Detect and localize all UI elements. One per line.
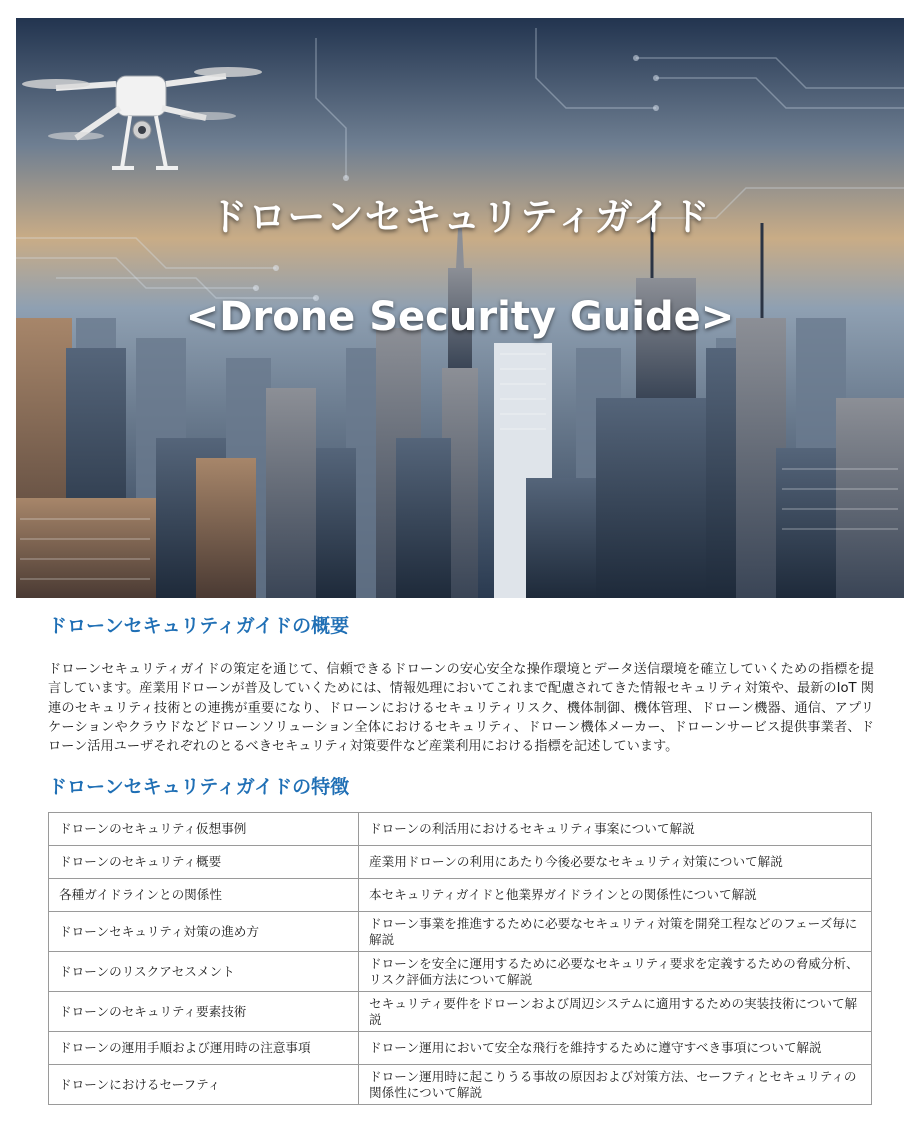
table-row: [49, 813, 872, 846]
table-row: [49, 992, 872, 1032]
table-row: [49, 952, 872, 992]
feature-description: 産業用ドローンの利用にあたり今後必要なセキュリティ対策について解説: [359, 846, 872, 879]
table-row: [49, 879, 872, 912]
table-row: [49, 1032, 872, 1065]
hero-subtitle: <Drone Security Guide>: [185, 294, 735, 340]
features-heading: ドローンセキュリティガイドの特徴: [48, 776, 350, 798]
feature-item: ドローンのリスクアセスメント: [49, 952, 359, 992]
feature-description: セキュリティ要件をドローンおよび周辺システムに適用するための実装技術について解説: [359, 992, 872, 1032]
feature-item: ドローンのセキュリティ仮想事例: [49, 813, 359, 846]
table-row: [49, 846, 872, 879]
feature-item: ドローンのセキュリティ要素技術: [49, 992, 359, 1032]
feature-description: ドローンの利活用におけるセキュリティ事案について解説: [359, 813, 872, 846]
table-row: [49, 912, 872, 952]
feature-description: ドローン事業を推進するために必要なセキュリティ対策を開発工程などのフェーズ毎に解説: [359, 912, 872, 952]
table-row: [49, 1065, 872, 1105]
feature-description: ドローン運用時に起こりうる事故の原因および対策方法、セーフティとセキュリティの関係性について解説: [359, 1065, 872, 1105]
feature-description: ドローンを安全に運用するために必要なセキュリティ要求を定義するための脅威分析、リスク評価方法について解説: [359, 952, 872, 992]
feature-description: ドローン運用において安全な飛行を維持するために遵守すべき事項について解説: [359, 1032, 872, 1065]
feature-item: ドローンの運用手順および運用時の注意事項: [49, 1032, 359, 1065]
overview-paragraph: ドローンセキュリティガイドの策定を通じて、信頼できるドローンの安心安全な操作環境とデータ送信環境を確立していくための指標を提言しています。産業用ドローンが普及していくためには、情報処理においてこれまで配慮されてきた情報セキュリティ対策や、最新のIoT 関連のセキュリティ技術との連携が重要になり、ドローンにおけるセキュリティリスク、機体制御、機体管理、ドローン機器、通信、アプリケーションやクラウドなどドローンソリューション全体におけるセキュリティ、ドローン機体メーカー、ドローンサービス提供事業者、ドローン活用ユーザそれぞれのとるべきセキュリティ対策要件など産業利用における指標を記述しています。: [48, 662, 874, 755]
feature-item: ドローンセキュリティ対策の進め方: [49, 912, 359, 952]
features-table: [48, 812, 872, 1105]
hero-banner: [16, 18, 904, 598]
feature-item: ドローンのセキュリティ概要: [49, 846, 359, 879]
feature-item: ドローンにおけるセーフティ: [49, 1065, 359, 1105]
overview-heading: ドローンセキュリティガイドの概要: [48, 615, 350, 637]
feature-item: 各種ガイドラインとの関係性: [49, 879, 359, 912]
feature-description: 本セキュリティガイドと他業界ガイドラインとの関係性について解説: [359, 879, 872, 912]
hero-title: ドローンセキュリティガイド: [209, 195, 711, 239]
